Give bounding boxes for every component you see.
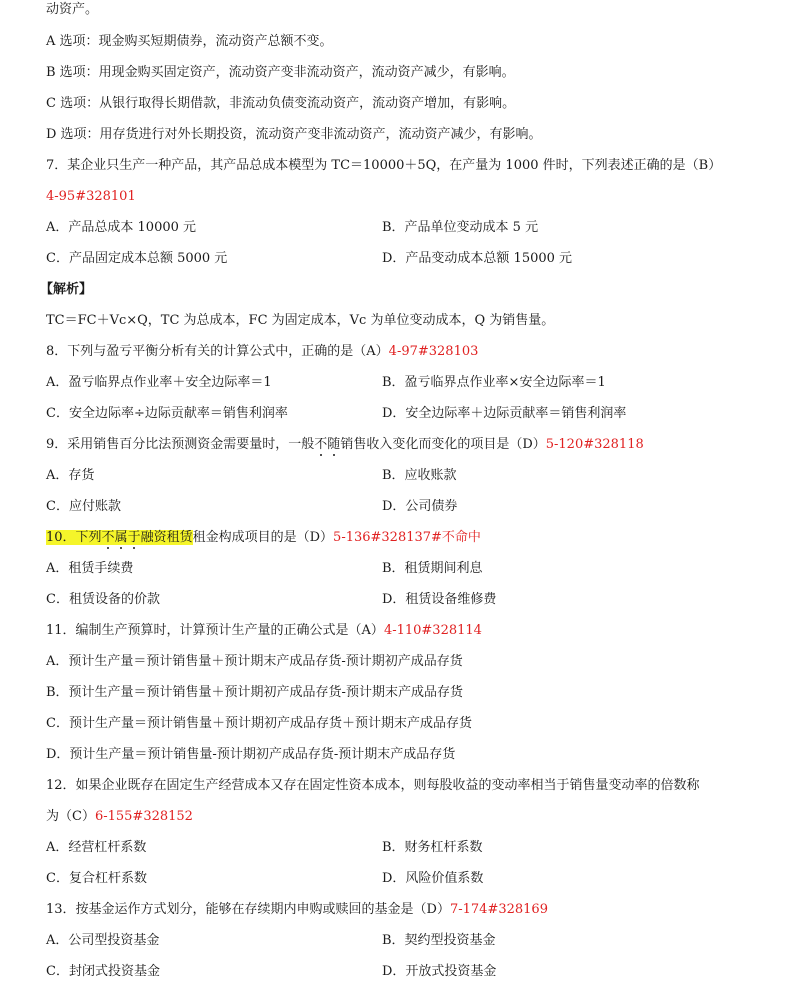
question-9-code: 5-120#328118 [545,437,644,452]
option-explanation-a: A 选项：现金购买短期债券，流动资产总额不变。 [46,34,333,49]
question-12: 12．如果企业既存在固定生产经营成本又存在固定性资本成本，则每股收益的变动率相当于销售量变动率的倍数称 [46,778,700,793]
question-11-option-b: B．预计生产量＝预计销售量＋预计期初产成品存货-预计期末产成品存货 [46,685,463,700]
question-10-text-post: 租金构成项目的是（D） [192,530,334,545]
question-9-option-b: B．应收账款 [382,468,457,483]
question-13-option-a: A．公司型投资基金 [46,933,160,948]
question-9-option-d: D．公司债券 [382,499,458,514]
question-7-option-a: A．产品总成本 10000 元 [46,220,197,235]
question-9 [46,436,644,454]
question-7-option-d: D．产品变动成本总额 15000 元 [382,251,573,266]
question-12-option-c: C．复合杠杆系数 [46,871,147,886]
question-11-option-a: A．预计生产量＝预计销售量＋预计期末产成品存货-预计期初产成品存货 [46,654,463,669]
question-10-option-b: B．租赁期间利息 [382,561,483,576]
emphasis-char: 不 [314,437,328,452]
emphasis-char: 不 [101,530,115,545]
question-11 [46,622,482,640]
question-12-option-d: D．风险价值系数 [382,871,484,886]
question-13-option-b: B．契约型投资基金 [382,933,496,948]
question-8-option-c: C．安全边际率÷边际贡献率＝销售利润率 [46,406,288,421]
question-12-answer: 为（C） [46,809,95,824]
question-8 [46,343,478,361]
question-11-code: 4-110#328114 [383,623,482,638]
question-13-text: 13．按基金运作方式划分，能够在存续期内申购或赎回的基金是（D） [46,902,450,917]
question-10-code: 5-136#328137#不命中 [333,530,481,545]
question-13 [46,901,548,919]
question-10-option-a: A．租赁手续费 [46,561,134,576]
question-13-code: 7-174#328169 [449,902,548,917]
question-11-text: 11．编制生产预算时，计算预计生产量的正确公式是（A） [46,623,384,638]
question-7: 7．某企业只生产一种产品，其产品总成本模型为 TC＝10000＋5Q，在产量为 1000 件时，下列表述正确的是（B） [46,158,722,173]
analysis-label: 【解析】 [40,282,93,297]
question-7-option-b: B．产品单位变动成本 5 元 [382,220,539,235]
question-8-option-d: D．安全边际率＋边际贡献率＝销售利润率 [382,406,627,421]
emphasis-char: 于 [127,530,141,545]
question-11-option-c: C．预计生产量＝预计销售量＋预计期初产成品存货＋预计期末产成品存货 [46,716,472,731]
emphasis-char: 属 [114,530,128,545]
question-9-text-post: 销售收入变化而变化的项目是（D） [340,437,546,452]
highlighted-text [46,530,193,545]
question-9-option-c: C．应付账款 [46,499,121,514]
question-12-code: 6-155#328152 [94,809,193,824]
question-7-option-c: C．产品固定成本总额 5000 元 [46,251,228,266]
question-10 [46,529,481,547]
question-8-option-b: B．盈亏临界点作业率×安全边际率＝1 [382,375,606,390]
question-7-code: 4-95#328101 [46,189,136,204]
question-10-text-mid: 融资租赁 [140,530,193,545]
question-12-continued [46,808,193,826]
question-12-option-a: A．经营杠杆系数 [46,840,147,855]
question-9-text-pre: 9．采用销售百分比法预测资金需要量时，一般 [46,437,315,452]
analysis-text: TC＝FC＋Vc×Q，TC 为总成本，FC 为固定成本，Vc 为单位变动成本，Q 为销售量。 [46,313,555,328]
question-8-text: 8．下列与盈亏平衡分析有关的计算公式中，正确的是（A） [46,344,389,359]
option-explanation-c: C 选项：从银行取得长期借款，非流动负债变流动资产，流动资产增加，有影响。 [46,96,516,111]
question-12-option-b: B．财务杠杆系数 [382,840,483,855]
question-10-option-c: C．租赁设备的价款 [46,592,160,607]
question-10-option-d: D．租赁设备维修费 [382,592,497,607]
question-8-option-a: A．盈亏临界点作业率＋安全边际率＝1 [46,375,272,390]
emphasis-char: 随 [327,437,341,452]
question-8-code: 4-97#328103 [388,344,479,359]
question-9-option-a: A．存货 [46,468,95,483]
option-explanation-d: D 选项：用存货进行对外长期投资，流动资产变非流动资产，流动资产减少，有影响。 [46,127,542,142]
option-explanation-b: B 选项：用现金购买固定资产，流动资产变非流动资产，流动资产减少，有影响。 [46,65,515,80]
question-11-option-d: D．预计生产量＝预计销售量-预计期初产成品存货-预计期末产成品存货 [46,747,456,762]
question-10-text-pre: 10．下列 [46,530,102,545]
question-13-option-c: C．封闭式投资基金 [46,964,160,979]
question-13-option-d: D．开放式投资基金 [382,964,497,979]
text-line: 动资产。 [46,2,99,17]
